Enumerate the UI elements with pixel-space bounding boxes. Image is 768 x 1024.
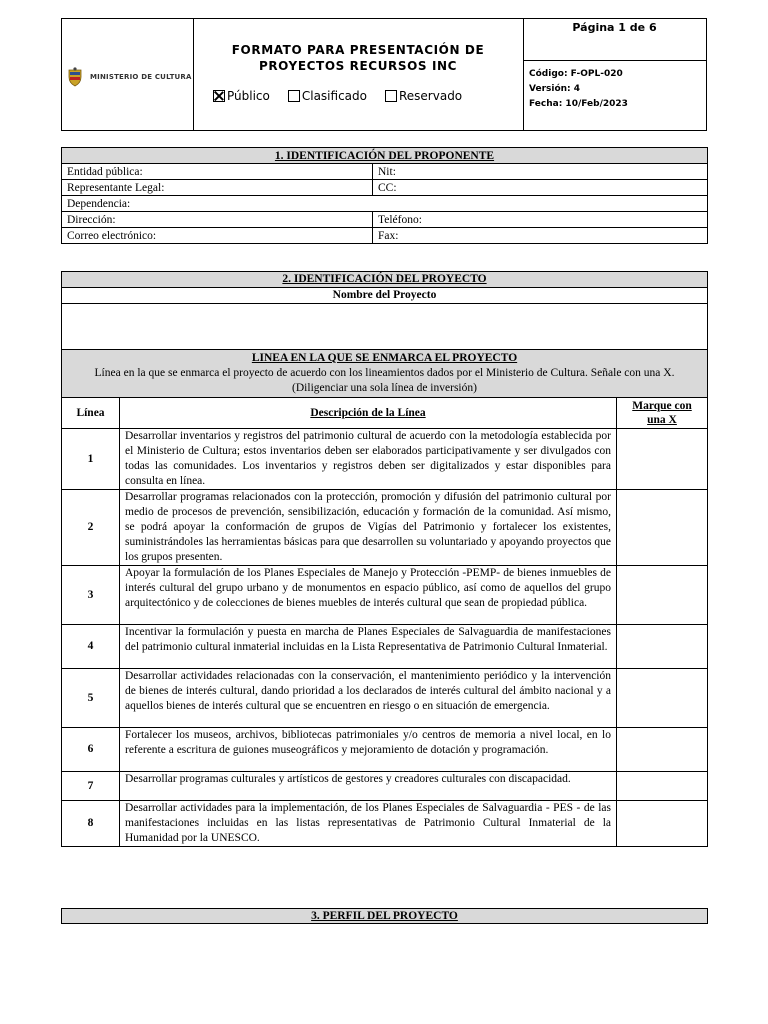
ministry-logo — [66, 67, 192, 87]
table-row — [62, 625, 708, 669]
classification-reservado[interactable] — [385, 89, 462, 103]
line-description: Desarrollar actividades relacionadas con la conservación, el mantenimiento periódico y la intervención de bienes de interés cultural, dando prioridad a los declarados de interés cultural del ámbito nacional y a aquellos bienes de interés cultural que se encuentren en riesgo o en situación de emergencia. — [120, 669, 617, 728]
table-row — [62, 772, 708, 801]
line-description: Desarrollar inventarios y registros del patrimonio cultural de acuerdo con la metodología establecida por el Ministerio de Cultura; estos inventarios deben ser elaborados participativamente y ser divulgados con todas las comunidades. Los inventarios y registros deben ser digitalizados y estar disponibles para consulta en línea. — [120, 429, 617, 490]
logo-text: MINISTERIO DE CULTURA — [90, 73, 192, 81]
document-version: Versión: 4 — [529, 84, 581, 94]
checkbox-empty-icon[interactable] — [288, 90, 300, 102]
table-row — [62, 728, 708, 772]
mark-cell[interactable] — [617, 490, 708, 566]
project-table — [61, 271, 708, 847]
table-row — [62, 490, 708, 566]
field-nit[interactable]: Nit: — [373, 164, 708, 180]
title-cell — [193, 19, 524, 130]
col-header-descripcion: Descripción de la Línea — [120, 398, 617, 429]
col-header-marque-line2: una X — [647, 414, 677, 426]
classification-label: Clasificado — [301, 89, 367, 103]
line-description: Desarrollar actividades para la implementación, de los Planes Especiales de Salvaguardia - PES - de las manifestaciones incluidas en las listas representativas de Patrimonio Cultural Inmaterial de la Humanidad por la UNESCO. — [120, 801, 617, 847]
table-row — [62, 228, 708, 244]
mark-cell[interactable] — [617, 566, 708, 625]
col-header-marque-line1: Marque con — [632, 400, 692, 412]
project-name-label: Nombre del Proyecto — [62, 288, 708, 304]
checkbox-checked-icon[interactable] — [213, 90, 225, 102]
logo-cell — [62, 19, 194, 130]
mark-cell[interactable] — [617, 625, 708, 669]
mark-cell[interactable] — [617, 772, 708, 801]
document-date: Fecha: 10/Feb/2023 — [529, 99, 628, 109]
page-number: Página 1 de 6 — [523, 19, 706, 61]
table-row — [62, 164, 708, 180]
classification-options — [213, 89, 462, 103]
checkbox-empty-icon[interactable] — [385, 90, 397, 102]
coat-of-arms-icon — [66, 67, 84, 87]
table-row — [62, 212, 708, 228]
field-dependencia[interactable]: Dependencia: — [62, 196, 708, 212]
col-header-linea: Línea — [62, 398, 120, 429]
mark-cell[interactable] — [617, 801, 708, 847]
classification-publico[interactable] — [213, 89, 270, 103]
document-code: Código: F-OPL-020 — [529, 69, 623, 79]
line-description: Desarrollar programas culturales y artísticos de gestores y creadores culturales con discapacidad. — [120, 772, 617, 801]
line-number: 3 — [62, 566, 120, 625]
line-number: 7 — [62, 772, 120, 801]
field-telefono[interactable]: Teléfono: — [373, 212, 708, 228]
linea-title: LINEA EN LA QUE SE ENMARCA EL PROYECTO — [251, 352, 518, 364]
table-row — [62, 429, 708, 490]
section1-title: 1. IDENTIFICACIÓN DEL PROPONENTE — [62, 148, 708, 164]
line-description: Fortalecer los museos, archivos, bibliotecas patrimoniales y/o centros de memoria a nivel local, en lo referente a escritura de guiones museográficos y mejoramiento de dotación y programación. — [120, 728, 617, 772]
table-row — [62, 801, 708, 847]
table-row — [62, 669, 708, 728]
line-number: 4 — [62, 625, 120, 669]
section2-title: 2. IDENTIFICACIÓN DEL PROYECTO — [62, 272, 708, 288]
line-number: 5 — [62, 669, 120, 728]
col-header-marque — [617, 398, 708, 429]
classification-label: Reservado — [398, 89, 463, 103]
line-description: Apoyar la formulación de los Planes Especiales de Manejo y Protección -PEMP- de bienes inmuebles de interés cultural del grupo urbano y de monumentos en espacio público, así como de aquellos del grupo arquitectónico y de colecciones de bienes muebles de interés cultural que sean de propiedad pública. — [120, 566, 617, 625]
table-row — [62, 196, 708, 212]
proponent-table — [61, 147, 708, 244]
linea-instructions-note: (Diligenciar una sola línea de inversión) — [292, 382, 477, 394]
table-row — [62, 566, 708, 625]
line-description: Incentivar la formulación y puesta en marcha de Planes Especiales de Salvaguardia de manifestaciones del patrimonio cultural inmaterial incluidas en la Lista Representativa de Patrimonio Cultural Inmaterial. — [120, 625, 617, 669]
project-name-field[interactable] — [62, 304, 708, 350]
mark-cell[interactable] — [617, 429, 708, 490]
field-cc[interactable]: CC: — [373, 180, 708, 196]
line-description: Desarrollar programas relacionados con la protección, promoción y difusión del patrimonio cultural por medio de procesos de prevención, sensibilización, educación y formación de la comunidad. Así mismo, se podrá apoyar la conformación de grupos de Vigías del Patrimonio y fortalecer los existentes, suministrándoles las herramientas básicas para que desarrollen su voluntariado y apoyando proyectos que los grupos presenten. — [120, 490, 617, 566]
linea-header — [62, 350, 708, 398]
field-fax[interactable]: Fax: — [373, 228, 708, 244]
meta-cell — [523, 19, 706, 130]
field-entidad-publica[interactable]: Entidad pública: — [62, 164, 373, 180]
mark-cell[interactable] — [617, 669, 708, 728]
classification-clasificado[interactable] — [288, 89, 367, 103]
line-number: 6 — [62, 728, 120, 772]
document-title-line2: PROYECTOS RECURSOS INC — [258, 59, 458, 73]
line-number: 1 — [62, 429, 120, 490]
table-row — [62, 180, 708, 196]
linea-instructions: Línea en la que se enmarca el proyecto de acuerdo con los lineamientos dados por el Ministerio de Cultura. Señale con una X. — [94, 367, 675, 379]
document-title-line1: FORMATO PARA PRESENTACIÓN DE — [231, 43, 485, 57]
mark-cell[interactable] — [617, 728, 708, 772]
classification-label: Público — [227, 89, 270, 103]
section3-title: 3. PERFIL DEL PROYECTO — [61, 908, 708, 924]
field-direccion[interactable]: Dirección: — [62, 212, 373, 228]
field-representante-legal[interactable]: Representante Legal: — [62, 180, 373, 196]
field-correo[interactable]: Correo electrónico: — [62, 228, 373, 244]
line-number: 2 — [62, 490, 120, 566]
document-header — [61, 18, 707, 131]
line-number: 8 — [62, 801, 120, 847]
